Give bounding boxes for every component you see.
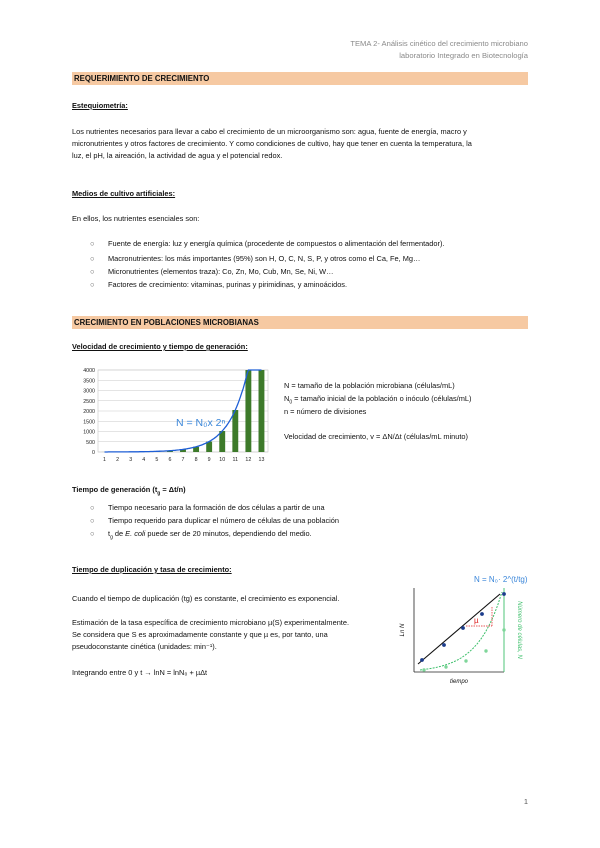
y-axis-label: Ln N — [400, 623, 406, 637]
n-point — [464, 659, 467, 662]
x-tick-label: 6 — [168, 457, 172, 463]
esteq-title: Estequiometría: — [72, 101, 128, 110]
list-item: ○ $t_g$ de E. coli puede ser de 20 minutos, dependiendo del medio. — [90, 529, 312, 541]
dup-title: Tiempo de duplicación y tasa de crecimiento: — [72, 565, 232, 574]
y-tick-label: 500 — [86, 439, 95, 446]
bullet-icon: ○ — [90, 254, 95, 263]
y-tick-label: 4000 — [83, 368, 95, 374]
y-tick-label: 1500 — [83, 419, 95, 426]
bullet-icon: ○ — [90, 267, 95, 276]
mu-label: µ — [474, 616, 479, 625]
formula-annotation: N = N₀x 2ⁿ — [176, 417, 226, 429]
growth-line-chart — [392, 570, 530, 700]
y-tick-label: 0 — [92, 450, 95, 456]
dup-paragraph-2-line-2: Se considera que S es aproximadamente constante y que µ es, por tanto, una — [72, 630, 328, 639]
y-tick-label: 2500 — [83, 398, 95, 405]
line-chart-formula: N = N₀· 2^(t/tg) — [474, 575, 528, 584]
def-velocity: Velocidad de crecimiento, v = ΔN/Δt (células/mL minuto) — [284, 432, 468, 441]
esteq-line-2: micronutrientes y otros factores de crecimiento. Y como condiciones de cultivo, hay que tener en cuenta la temperatura, la — [72, 139, 472, 148]
x-tick-label: 11 — [232, 457, 239, 463]
x-tick-label: 12 — [245, 457, 252, 463]
list-item: ○ Micronutrientes (elementos traza): Co, Zn, Mo, Cub, Mn, Se, Ni, W… — [90, 267, 334, 276]
y-tick-label: 2000 — [83, 409, 95, 415]
esteq-line-1: Los nutrientes necesarios para llevar a cabo el crecimiento de un microorganismo son: agua, fuente de energía, macro y — [72, 127, 467, 136]
ln-n-point — [420, 658, 424, 662]
bullet-icon: ○ — [90, 516, 95, 525]
x-tick-label: 3 — [129, 457, 133, 463]
growth-bar-chart — [72, 364, 277, 474]
dup-paragraph-2-line-3: pseudoconstante cinética (unidades: min⁻¹). — [72, 642, 217, 651]
x-tick-label: 2 — [116, 457, 120, 463]
list-item: ○ Tiempo requerido para duplicar el número de células de una población — [90, 516, 340, 525]
x-tick-label: 1 — [103, 457, 107, 463]
ln-n-point — [502, 592, 506, 596]
list-item: ○ Fuente de energía: luz y energía química (procedente de compuestos o alimentación del fermentador). — [90, 239, 445, 248]
x-tick-label: 7 — [181, 457, 185, 463]
header-line-1: TEMA 2- Análisis cinético del crecimiento microbiano — [350, 39, 528, 48]
x-tick-label: 10 — [219, 457, 226, 463]
section-title-crecimiento: CRECIMIENTO EN POBLACIONES MICROBIANAS — [72, 316, 528, 329]
page-number: 1 — [523, 797, 528, 806]
medios-intro: En ellos, los nutrientes esenciales son: — [72, 214, 200, 223]
ln-n-point — [442, 643, 446, 647]
bar — [232, 410, 238, 452]
vel-title: Velocidad de crecimiento y tiempo de generación: — [72, 342, 248, 351]
bullet-icon: ○ — [90, 529, 95, 538]
list-item: ○ Tiempo necesario para la formación de dos células a partir de una — [90, 503, 325, 512]
def-n-population: N = tamaño de la población microbiana (células/mL) — [284, 381, 455, 390]
ln-n-line — [418, 594, 500, 664]
dup-paragraph-1: Cuando el tiempo de duplicación (tg) es constante, el crecimiento es exponencial. — [72, 594, 340, 603]
x-tick-label: 5 — [155, 457, 159, 463]
n-curve — [420, 592, 502, 670]
n-point — [422, 668, 425, 671]
y-tick-label: 3500 — [83, 378, 95, 385]
def-n-divisions: n = número de divisiones — [284, 407, 367, 416]
n-point — [502, 628, 505, 631]
x-axis-label: tiempo — [449, 679, 469, 685]
x-tick-label: 13 — [258, 457, 265, 463]
tg-title: Tiempo de generación $(t_g = \Delta t/n)$ — [72, 485, 186, 497]
n-point — [484, 649, 487, 652]
def-n0: $N_0$ = tamaño inicial de la población o inóculo (células/mL) — [284, 394, 472, 406]
ln-n-point — [480, 612, 484, 616]
bullet-icon: ○ — [90, 239, 95, 248]
dup-paragraph-2-line-1: Estimación de la tasa específica de crecimiento microbiano µ(S) experimentalmente. — [72, 618, 350, 627]
x-tick-label: 9 — [207, 457, 211, 463]
bar — [245, 370, 251, 452]
y-tick-label: 3000 — [83, 388, 95, 395]
header-line-2: laboratorio Integrado en Biotecnología — [399, 51, 528, 60]
section-title-requerimiento: REQUERIMIENTO DE CRECIMIENTO — [72, 72, 528, 85]
y-tick-label: 1000 — [83, 429, 95, 436]
bar — [259, 370, 265, 452]
medios-title: Medios de cultivo artificiales: — [72, 189, 176, 198]
list-item: ○ Factores de crecimiento: vitaminas, purinas y pirimidinas, y aminoácidos. — [90, 280, 348, 289]
x-tick-label: 4 — [142, 457, 146, 463]
esteq-line-3: luz, el pH, la aireación, la actividad de agua y el potencial redox. — [72, 151, 283, 160]
x-tick-label: 8 — [194, 457, 198, 463]
integration-formula: Integrando entre 0 y t → lnN = lnN₀ + µΔt — [72, 668, 208, 677]
bar — [219, 431, 225, 452]
n-point — [444, 665, 447, 668]
bullet-icon: ○ — [90, 280, 95, 289]
bullet-icon: ○ — [90, 503, 95, 512]
list-item: ○ Macronutrientes: los más importantes (95%) son H, O, C, N, S, P, y otros como el Ca, Fe, Mg… — [90, 254, 421, 263]
right-axis-label: Número de células, N — [516, 601, 522, 659]
ln-n-point — [461, 626, 465, 630]
